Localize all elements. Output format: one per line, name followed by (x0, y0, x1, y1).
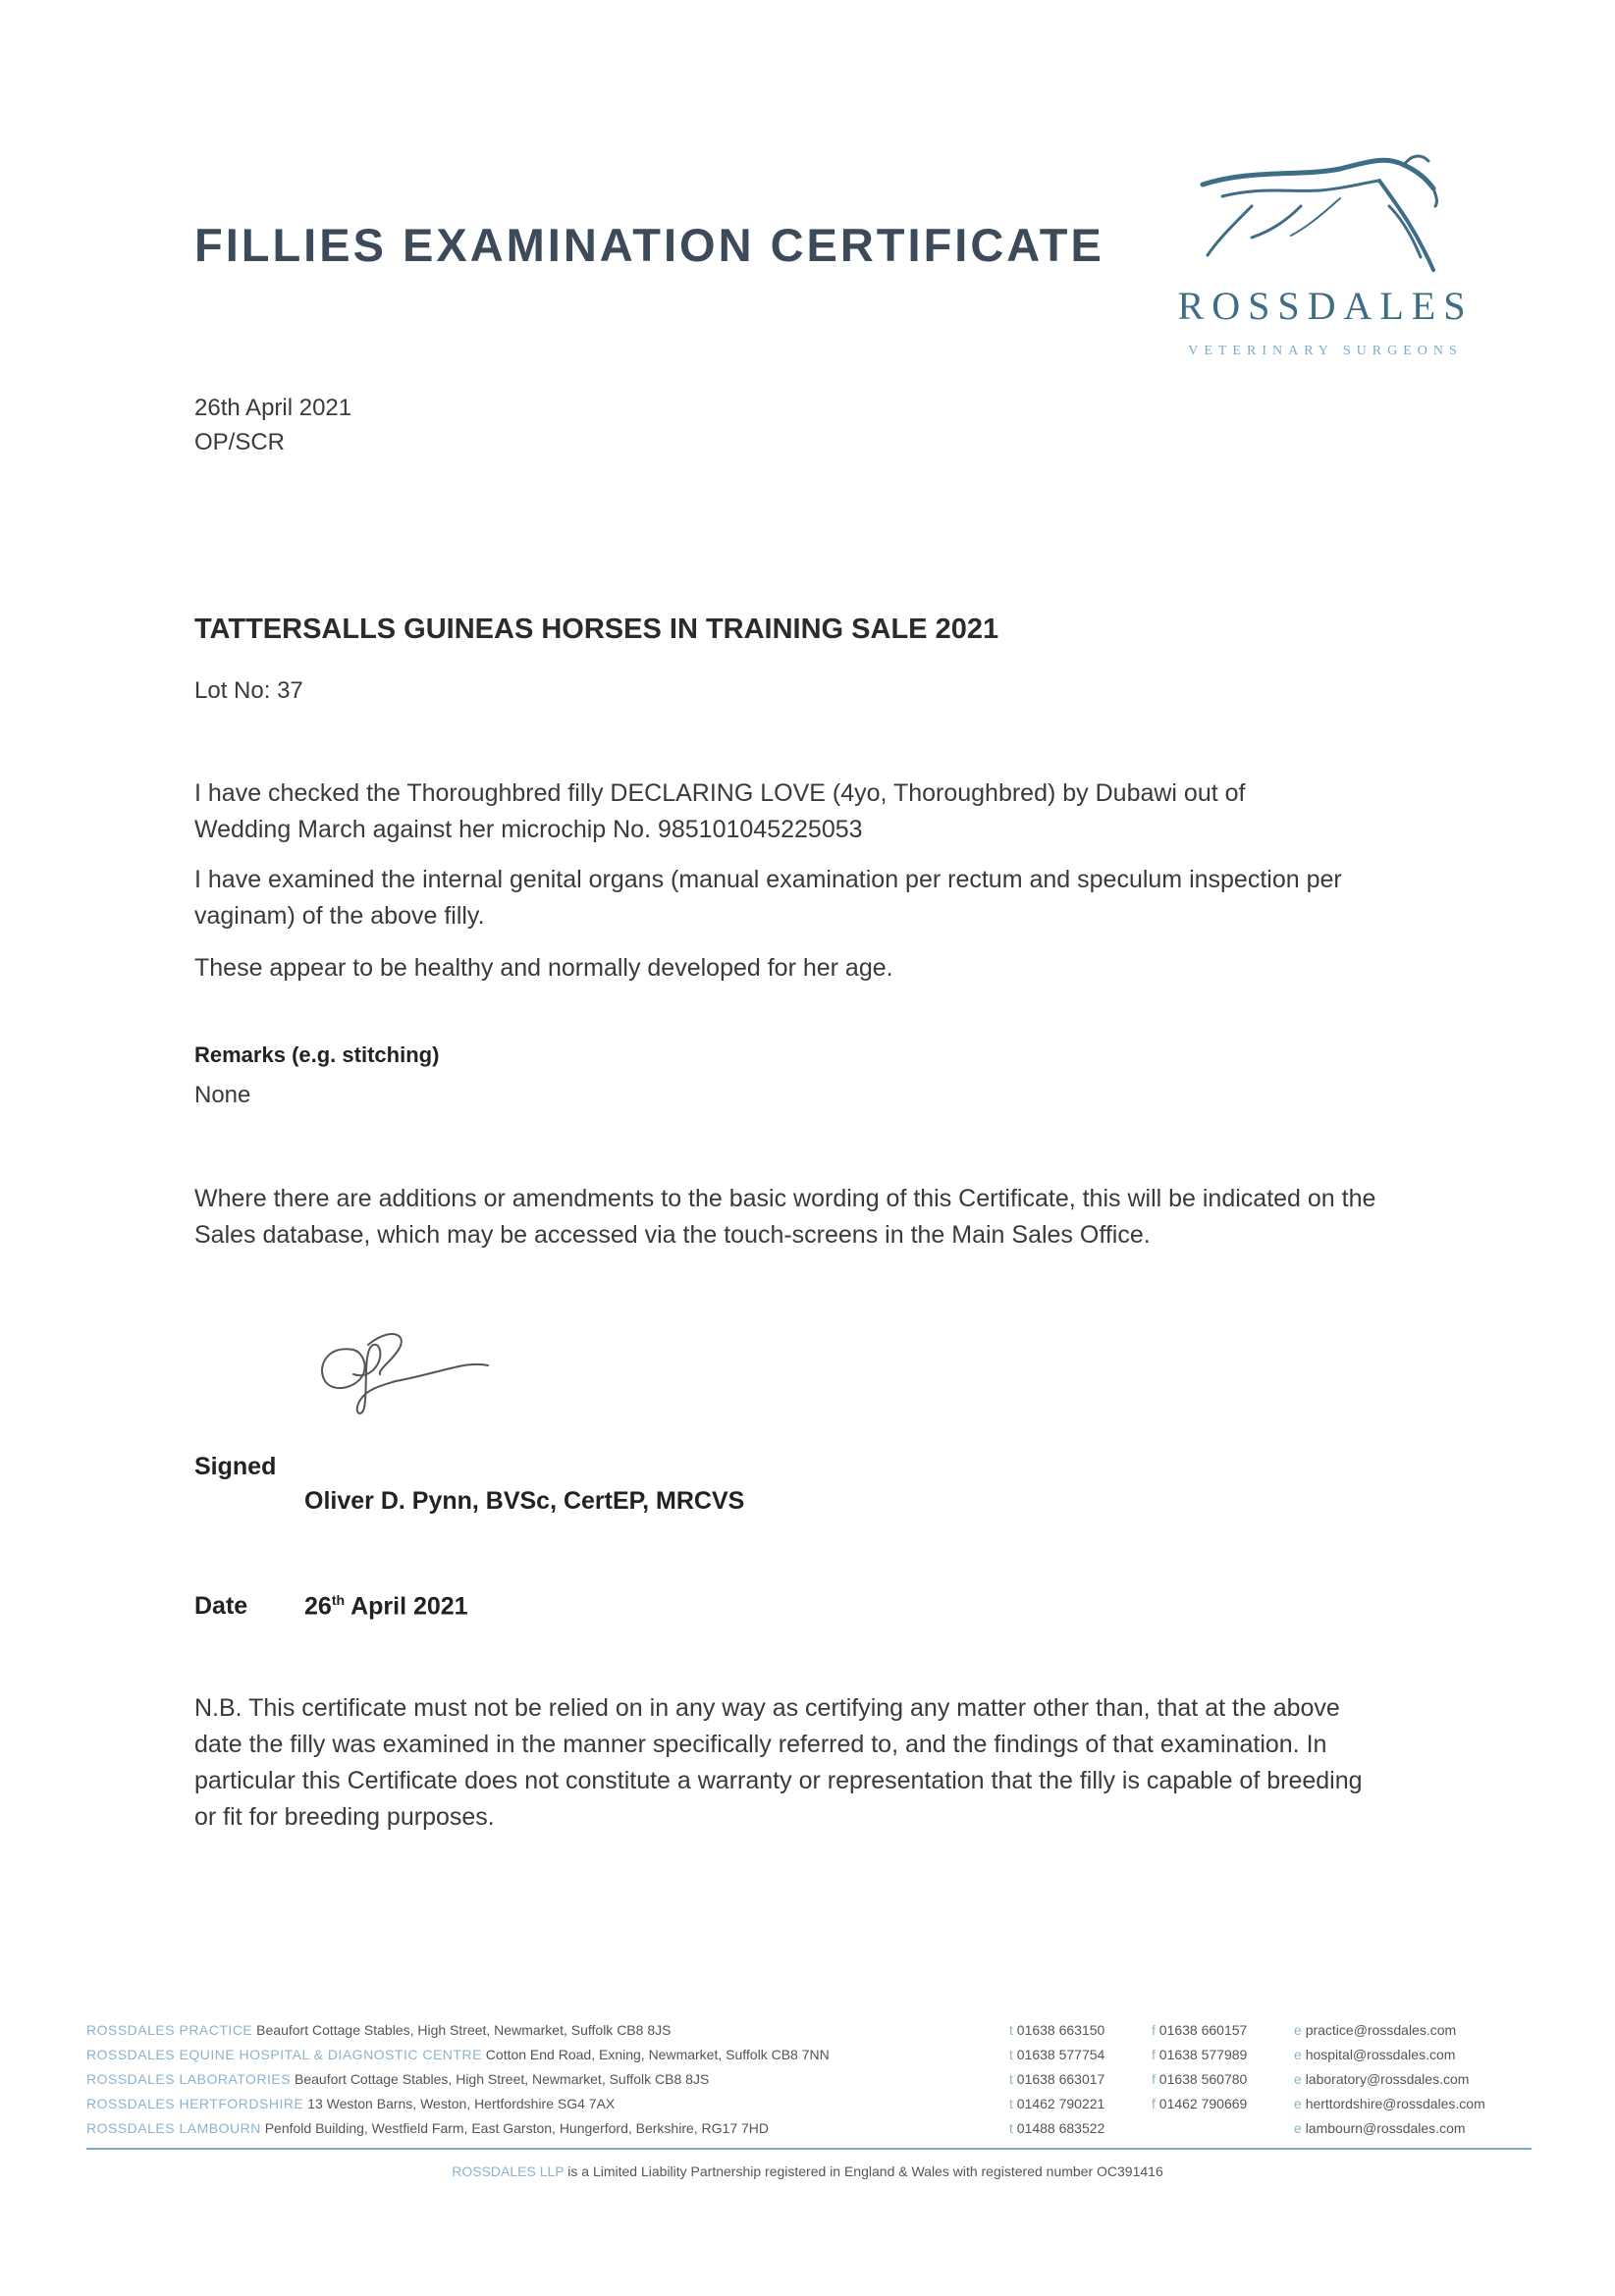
footer-address: Beaufort Cottage Stables, High Street, Newmarket, Suffolk CB8 8JS (295, 2071, 710, 2087)
footer-row (86, 2071, 1470, 2093)
footer-email: e hospital@rossdales.com (1294, 2047, 1456, 2062)
logo-subtitle: VETERINARY SURGEONS (1188, 344, 1463, 358)
footer-address: 13 Weston Barns, Weston, Hertfordshire SG4 7AX (307, 2096, 616, 2111)
document-title: FILLIES EXAMINATION CERTIFICATE (194, 219, 1104, 271)
footer-address: Beaufort Cottage Stables, High Street, Newmarket, Suffolk CB8 8JS (256, 2022, 672, 2038)
footer-dept: ROSSDALES PRACTICE (86, 2022, 253, 2038)
footer-dept: ROSSDALES LABORATORIES (86, 2071, 292, 2087)
signatory-name: Oliver D. Pynn, BVSc, CertEP, MRCVS (304, 1487, 745, 1515)
footer-address: Cotton End Road, Exning, Newmarket, Suffolk CB8 7NN (485, 2047, 830, 2062)
lot-label: Lot No: (194, 677, 271, 704)
footer-dept: ROSSDALES EQUINE HOSPITAL & DIAGNOSTIC CENTRE (86, 2047, 482, 2062)
findings-paragraph: These appear to be healthy and normally developed for her age. (194, 954, 893, 982)
footer-fax: f 01638 560780 (1152, 2071, 1248, 2087)
footer-email: e practice@rossdales.com (1294, 2022, 1457, 2038)
date-month-year: April 2021 (350, 1592, 468, 1621)
legal-prefix: ROSSDALES LLP (452, 2163, 565, 2179)
date-label: Date (194, 1592, 248, 1620)
remarks-value: None (194, 1082, 251, 1108)
lot-number-line (194, 677, 303, 705)
handwritten-signature (309, 1320, 515, 1423)
signature-date (304, 1592, 468, 1621)
examination-paragraph: I have examined the internal genital organs (manual examination per rectum and speculum inspection per vaginam) of the above filly. (194, 866, 1342, 930)
footer-email: e herttordshire@rossdales.com (1294, 2096, 1485, 2111)
horse-logo-icon (1193, 147, 1458, 280)
footer-address: Penfold Building, Westfield Farm, East Garston, Hungerford, Berkshire, RG17 7HD (264, 2120, 770, 2136)
footer-tel: t 01638 663150 (1009, 2022, 1105, 2038)
footer-dept: ROSSDALES LAMBOURN (86, 2120, 261, 2136)
date-suffix: th (331, 1592, 346, 1608)
microchip-paragraph: I have checked the Thoroughbred filly DECLARING LOVE (4yo, Thoroughbred) by Dubawi out of Wedding March against her microchip No. 985101045225053 (194, 779, 1246, 843)
footer-tel: t 01638 577754 (1009, 2047, 1105, 2062)
footer-row (86, 2096, 1485, 2117)
signed-label: Signed (194, 1453, 277, 1480)
disclaimer-note: N.B. This certificate must not be relied on in any way as certifying any matter other than, that at the above date the filly was examined in the manner specifically referred to, and the findings of that examination. In particular this Certificate does not constitute a warranty or representation that the filly is capable of breeding or fit for breeding purposes. (194, 1694, 1363, 1831)
amendments-paragraph: Where there are additions or amendments to the basic wording of this Certificate, this will be indicated on the Sales database, which may be accessed via the touch-screens in the Main Sales Office. (194, 1185, 1376, 1249)
footer-fax: f 01462 790669 (1152, 2096, 1248, 2111)
footer-email: e lambourn@rossdales.com (1294, 2120, 1466, 2136)
sale-title: TATTERSALLS GUINEAS HORSES IN TRAINING SALE 2021 (194, 614, 999, 645)
footer-tel: t 01638 663017 (1009, 2071, 1105, 2087)
reference-code: OP/SCR (194, 429, 286, 455)
footer-fax: f 01638 660157 (1152, 2022, 1248, 2038)
footer-tel: t 01488 683522 (1009, 2120, 1105, 2136)
footer-tel: t 01462 790221 (1009, 2096, 1105, 2111)
logo-wordmark: ROSSDALES (1177, 284, 1474, 328)
footer-email: e laboratory@rossdales.com (1294, 2071, 1470, 2087)
remarks-label: Remarks (e.g. stitching) (194, 1042, 440, 1067)
footer-divider (86, 2148, 1532, 2150)
legal-notice (0, 2163, 1615, 2179)
date-day: 26 (304, 1592, 332, 1621)
legal-text: is a Limited Liability Partnership registered in England & Wales with registered number OC391416 (567, 2163, 1163, 2179)
footer-fax: f 01638 577989 (1152, 2047, 1248, 2062)
issue-date: 26th April 2021 (194, 395, 352, 421)
footer-dept: ROSSDALES HERTFORDSHIRE (86, 2096, 304, 2111)
footer-row (86, 2022, 1457, 2044)
lot-number: 37 (277, 677, 303, 704)
rossdales-logo (1173, 147, 1478, 373)
footer-row (86, 2047, 1456, 2068)
footer-row (86, 2120, 1466, 2142)
